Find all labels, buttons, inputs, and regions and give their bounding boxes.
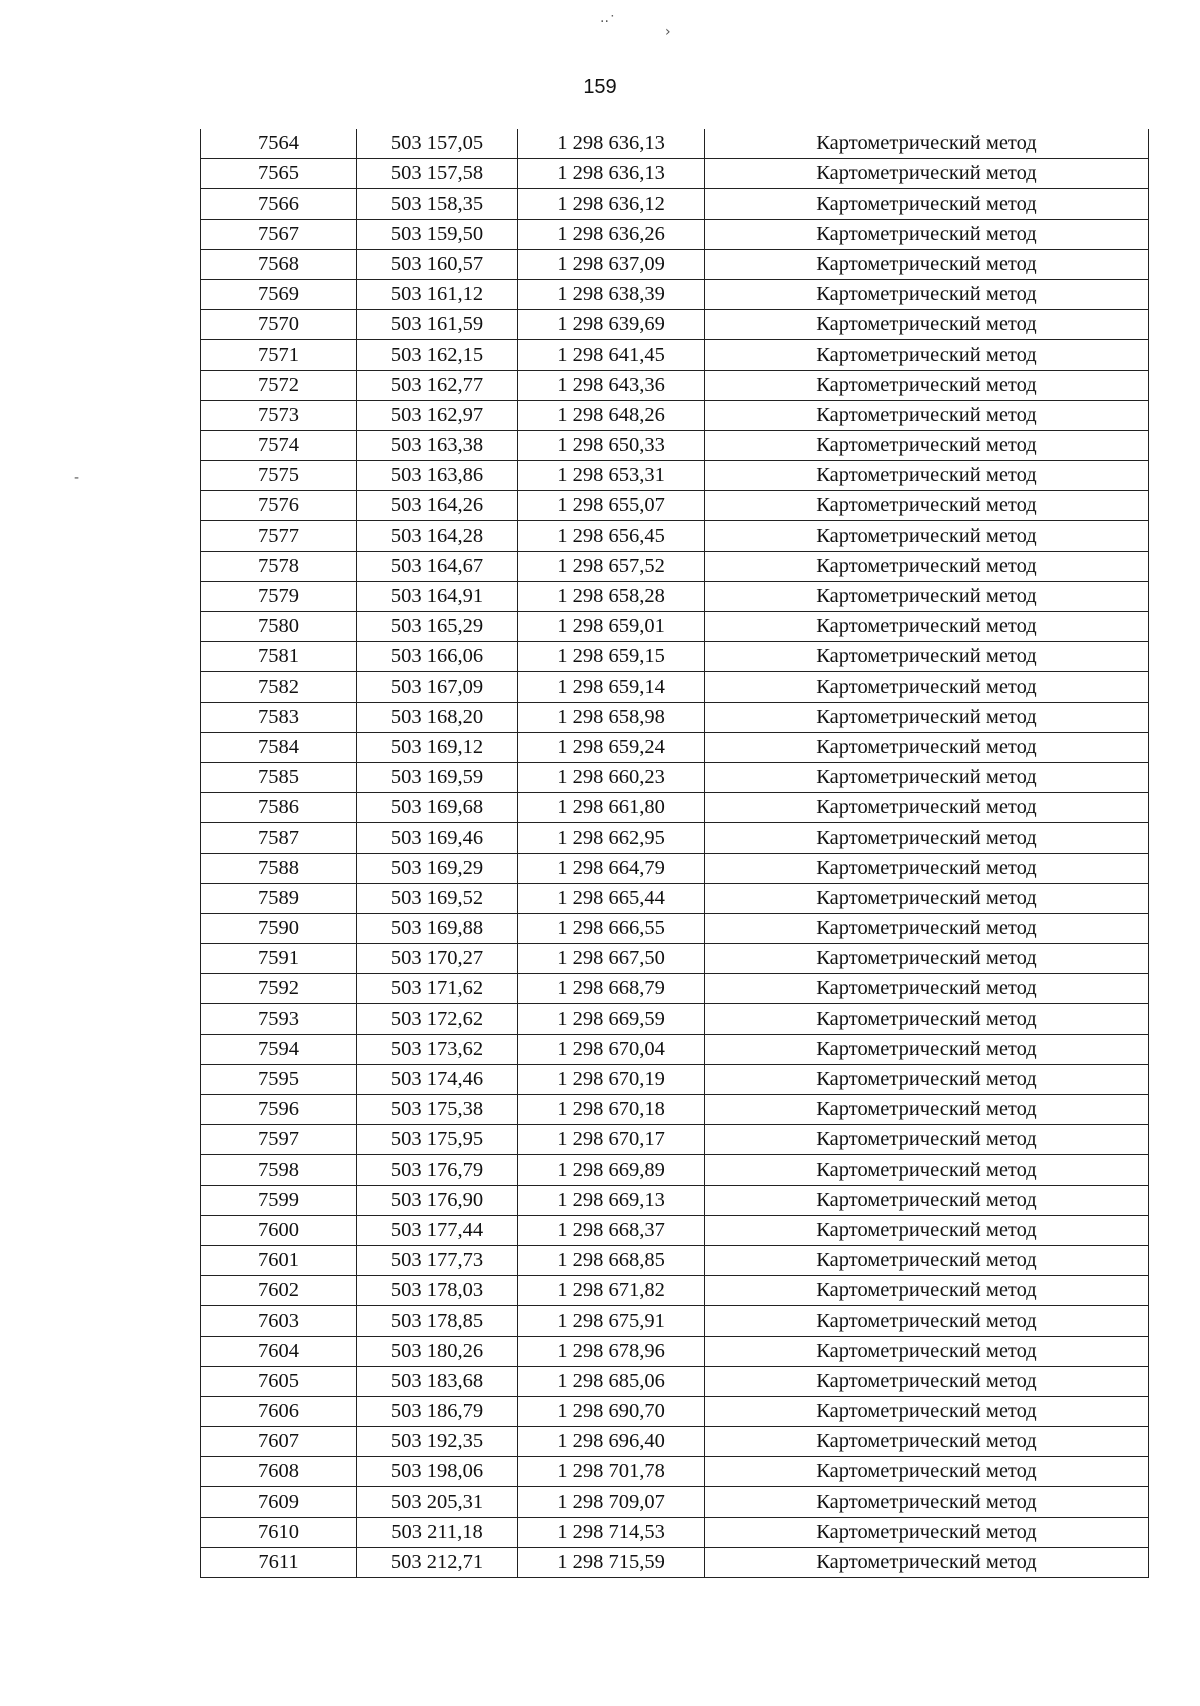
x-coordinate-cell: 503 164,67 bbox=[357, 551, 518, 581]
method-cell: Картометрический метод bbox=[705, 129, 1149, 159]
table-row bbox=[201, 1215, 1149, 1245]
x-coordinate-cell: 503 169,12 bbox=[357, 732, 518, 762]
x-coordinate-cell: 503 157,58 bbox=[357, 159, 518, 189]
method-cell: Картометрический метод bbox=[705, 219, 1149, 249]
point-number-cell: 7588 bbox=[201, 853, 357, 883]
y-coordinate-cell: 1 298 670,04 bbox=[518, 1034, 705, 1064]
point-number-cell: 7599 bbox=[201, 1185, 357, 1215]
page-number: 159 bbox=[583, 76, 617, 98]
y-coordinate-cell: 1 298 670,19 bbox=[518, 1064, 705, 1094]
table-row bbox=[201, 642, 1149, 672]
scan-speck: ⋅⋅˙ bbox=[600, 14, 616, 30]
table-row bbox=[201, 1366, 1149, 1396]
table-row bbox=[201, 1185, 1149, 1215]
point-number-cell: 7570 bbox=[201, 310, 357, 340]
table-row bbox=[201, 159, 1149, 189]
x-coordinate-cell: 503 205,31 bbox=[357, 1487, 518, 1517]
coordinates-table bbox=[200, 129, 1149, 1578]
x-coordinate-cell: 503 173,62 bbox=[357, 1034, 518, 1064]
x-coordinate-cell: 503 163,38 bbox=[357, 430, 518, 460]
y-coordinate-cell: 1 298 659,01 bbox=[518, 612, 705, 642]
point-number-cell: 7584 bbox=[201, 732, 357, 762]
method-cell: Картометрический метод bbox=[705, 1366, 1149, 1396]
method-cell: Картометрический метод bbox=[705, 1336, 1149, 1366]
table-row bbox=[201, 1517, 1149, 1547]
y-coordinate-cell: 1 298 638,39 bbox=[518, 279, 705, 309]
x-coordinate-cell: 503 172,62 bbox=[357, 1004, 518, 1034]
table-row bbox=[201, 189, 1149, 219]
x-coordinate-cell: 503 178,03 bbox=[357, 1276, 518, 1306]
method-cell: Картометрический метод bbox=[705, 642, 1149, 672]
point-number-cell: 7577 bbox=[201, 521, 357, 551]
point-number-cell: 7610 bbox=[201, 1517, 357, 1547]
x-coordinate-cell: 503 169,88 bbox=[357, 913, 518, 943]
method-cell: Картометрический метод bbox=[705, 551, 1149, 581]
x-coordinate-cell: 503 211,18 bbox=[357, 1517, 518, 1547]
point-number-cell: 7591 bbox=[201, 944, 357, 974]
x-coordinate-cell: 503 175,95 bbox=[357, 1125, 518, 1155]
table-row bbox=[201, 913, 1149, 943]
table-row bbox=[201, 1276, 1149, 1306]
method-cell: Картометрический метод bbox=[705, 1215, 1149, 1245]
y-coordinate-cell: 1 298 666,55 bbox=[518, 913, 705, 943]
point-number-cell: 7565 bbox=[201, 159, 357, 189]
x-coordinate-cell: 503 169,68 bbox=[357, 793, 518, 823]
x-coordinate-cell: 503 162,15 bbox=[357, 340, 518, 370]
y-coordinate-cell: 1 298 650,33 bbox=[518, 430, 705, 460]
y-coordinate-cell: 1 298 701,78 bbox=[518, 1457, 705, 1487]
table-row bbox=[201, 823, 1149, 853]
x-coordinate-cell: 503 160,57 bbox=[357, 249, 518, 279]
point-number-cell: 7587 bbox=[201, 823, 357, 853]
point-number-cell: 7564 bbox=[201, 129, 357, 159]
method-cell: Картометрический метод bbox=[705, 279, 1149, 309]
point-number-cell: 7572 bbox=[201, 370, 357, 400]
method-cell: Картометрический метод bbox=[705, 400, 1149, 430]
point-number-cell: 7575 bbox=[201, 461, 357, 491]
y-coordinate-cell: 1 298 696,40 bbox=[518, 1427, 705, 1457]
x-coordinate-cell: 503 157,05 bbox=[357, 129, 518, 159]
table-body bbox=[201, 129, 1149, 1578]
method-cell: Картометрический метод bbox=[705, 1487, 1149, 1517]
y-coordinate-cell: 1 298 639,69 bbox=[518, 310, 705, 340]
x-coordinate-cell: 503 168,20 bbox=[357, 702, 518, 732]
point-number-cell: 7580 bbox=[201, 612, 357, 642]
point-number-cell: 7594 bbox=[201, 1034, 357, 1064]
method-cell: Картометрический метод bbox=[705, 1185, 1149, 1215]
method-cell: Картометрический метод bbox=[705, 430, 1149, 460]
point-number-cell: 7592 bbox=[201, 974, 357, 1004]
table-row bbox=[201, 551, 1149, 581]
y-coordinate-cell: 1 298 656,45 bbox=[518, 521, 705, 551]
table-row bbox=[201, 1427, 1149, 1457]
table-row bbox=[201, 944, 1149, 974]
x-coordinate-cell: 503 171,62 bbox=[357, 974, 518, 1004]
method-cell: Картометрический метод bbox=[705, 732, 1149, 762]
table-row bbox=[201, 1306, 1149, 1336]
y-coordinate-cell: 1 298 671,82 bbox=[518, 1276, 705, 1306]
point-number-cell: 7579 bbox=[201, 581, 357, 611]
table-row bbox=[201, 1155, 1149, 1185]
point-number-cell: 7590 bbox=[201, 913, 357, 943]
point-number-cell: 7609 bbox=[201, 1487, 357, 1517]
table-row bbox=[201, 521, 1149, 551]
method-cell: Картометрический метод bbox=[705, 521, 1149, 551]
x-coordinate-cell: 503 164,26 bbox=[357, 491, 518, 521]
table-row bbox=[201, 974, 1149, 1004]
method-cell: Картометрический метод bbox=[705, 491, 1149, 521]
y-coordinate-cell: 1 298 715,59 bbox=[518, 1547, 705, 1577]
y-coordinate-cell: 1 298 653,31 bbox=[518, 461, 705, 491]
y-coordinate-cell: 1 298 659,24 bbox=[518, 732, 705, 762]
point-number-cell: 7582 bbox=[201, 672, 357, 702]
method-cell: Картометрический метод bbox=[705, 944, 1149, 974]
x-coordinate-cell: 503 183,68 bbox=[357, 1366, 518, 1396]
method-cell: Картометрический метод bbox=[705, 1306, 1149, 1336]
table-row bbox=[201, 883, 1149, 913]
point-number-cell: 7578 bbox=[201, 551, 357, 581]
table-row bbox=[201, 1457, 1149, 1487]
method-cell: Картометрический метод bbox=[705, 1064, 1149, 1094]
x-coordinate-cell: 503 164,28 bbox=[357, 521, 518, 551]
method-cell: Картометрический метод bbox=[705, 1034, 1149, 1064]
y-coordinate-cell: 1 298 668,79 bbox=[518, 974, 705, 1004]
y-coordinate-cell: 1 298 670,18 bbox=[518, 1095, 705, 1125]
y-coordinate-cell: 1 298 690,70 bbox=[518, 1396, 705, 1426]
method-cell: Картометрический метод bbox=[705, 793, 1149, 823]
method-cell: Картометрический метод bbox=[705, 1276, 1149, 1306]
table-row bbox=[201, 1487, 1149, 1517]
point-number-cell: 7600 bbox=[201, 1215, 357, 1245]
x-coordinate-cell: 503 159,50 bbox=[357, 219, 518, 249]
y-coordinate-cell: 1 298 636,13 bbox=[518, 129, 705, 159]
x-coordinate-cell: 503 177,44 bbox=[357, 1215, 518, 1245]
table-row bbox=[201, 279, 1149, 309]
point-number-cell: 7573 bbox=[201, 400, 357, 430]
x-coordinate-cell: 503 164,91 bbox=[357, 581, 518, 611]
y-coordinate-cell: 1 298 643,36 bbox=[518, 370, 705, 400]
table-row bbox=[201, 793, 1149, 823]
point-number-cell: 7606 bbox=[201, 1396, 357, 1426]
y-coordinate-cell: 1 298 709,07 bbox=[518, 1487, 705, 1517]
method-cell: Картометрический метод bbox=[705, 702, 1149, 732]
table-row bbox=[201, 310, 1149, 340]
table-row bbox=[201, 612, 1149, 642]
x-coordinate-cell: 503 166,06 bbox=[357, 642, 518, 672]
point-number-cell: 7605 bbox=[201, 1366, 357, 1396]
table-row bbox=[201, 461, 1149, 491]
point-number-cell: 7604 bbox=[201, 1336, 357, 1366]
y-coordinate-cell: 1 298 657,52 bbox=[518, 551, 705, 581]
x-coordinate-cell: 503 169,29 bbox=[357, 853, 518, 883]
method-cell: Картометрический метод bbox=[705, 1396, 1149, 1426]
method-cell: Картометрический метод bbox=[705, 823, 1149, 853]
x-coordinate-cell: 503 165,29 bbox=[357, 612, 518, 642]
method-cell: Картометрический метод bbox=[705, 1547, 1149, 1577]
method-cell: Картометрический метод bbox=[705, 310, 1149, 340]
point-number-cell: 7576 bbox=[201, 491, 357, 521]
x-coordinate-cell: 503 162,97 bbox=[357, 400, 518, 430]
y-coordinate-cell: 1 298 669,13 bbox=[518, 1185, 705, 1215]
x-coordinate-cell: 503 169,46 bbox=[357, 823, 518, 853]
table-row bbox=[201, 702, 1149, 732]
method-cell: Картометрический метод bbox=[705, 581, 1149, 611]
table-row bbox=[201, 672, 1149, 702]
point-number-cell: 7602 bbox=[201, 1276, 357, 1306]
y-coordinate-cell: 1 298 661,80 bbox=[518, 793, 705, 823]
y-coordinate-cell: 1 298 668,85 bbox=[518, 1245, 705, 1275]
table-row bbox=[201, 430, 1149, 460]
table-row bbox=[201, 219, 1149, 249]
y-coordinate-cell: 1 298 667,50 bbox=[518, 944, 705, 974]
y-coordinate-cell: 1 298 658,98 bbox=[518, 702, 705, 732]
y-coordinate-cell: 1 298 636,13 bbox=[518, 159, 705, 189]
table-row bbox=[201, 129, 1149, 159]
x-coordinate-cell: 503 175,38 bbox=[357, 1095, 518, 1125]
table-row bbox=[201, 1095, 1149, 1125]
method-cell: Картометрический метод bbox=[705, 672, 1149, 702]
y-coordinate-cell: 1 298 636,26 bbox=[518, 219, 705, 249]
y-coordinate-cell: 1 298 648,26 bbox=[518, 400, 705, 430]
method-cell: Картометрический метод bbox=[705, 612, 1149, 642]
y-coordinate-cell: 1 298 669,59 bbox=[518, 1004, 705, 1034]
point-number-cell: 7589 bbox=[201, 883, 357, 913]
x-coordinate-cell: 503 186,79 bbox=[357, 1396, 518, 1426]
y-coordinate-cell: 1 298 669,89 bbox=[518, 1155, 705, 1185]
point-number-cell: 7567 bbox=[201, 219, 357, 249]
point-number-cell: 7601 bbox=[201, 1245, 357, 1275]
x-coordinate-cell: 503 212,71 bbox=[357, 1547, 518, 1577]
table-row bbox=[201, 491, 1149, 521]
method-cell: Картометрический метод bbox=[705, 159, 1149, 189]
table-row bbox=[201, 400, 1149, 430]
table-row bbox=[201, 1336, 1149, 1366]
y-coordinate-cell: 1 298 655,07 bbox=[518, 491, 705, 521]
point-number-cell: 7608 bbox=[201, 1457, 357, 1487]
point-number-cell: 7566 bbox=[201, 189, 357, 219]
y-coordinate-cell: 1 298 659,15 bbox=[518, 642, 705, 672]
point-number-cell: 7596 bbox=[201, 1095, 357, 1125]
point-number-cell: 7607 bbox=[201, 1427, 357, 1457]
table-row bbox=[201, 1547, 1149, 1577]
y-coordinate-cell: 1 298 664,79 bbox=[518, 853, 705, 883]
point-number-cell: 7598 bbox=[201, 1155, 357, 1185]
method-cell: Картометрический метод bbox=[705, 1517, 1149, 1547]
y-coordinate-cell: 1 298 636,12 bbox=[518, 189, 705, 219]
y-coordinate-cell: 1 298 670,17 bbox=[518, 1125, 705, 1155]
point-number-cell: 7611 bbox=[201, 1547, 357, 1577]
y-coordinate-cell: 1 298 668,37 bbox=[518, 1215, 705, 1245]
x-coordinate-cell: 503 167,09 bbox=[357, 672, 518, 702]
method-cell: Картометрический метод bbox=[705, 1427, 1149, 1457]
method-cell: Картометрический метод bbox=[705, 1095, 1149, 1125]
table-row bbox=[201, 1396, 1149, 1426]
scan-speck: › bbox=[665, 24, 671, 40]
y-coordinate-cell: 1 298 665,44 bbox=[518, 883, 705, 913]
method-cell: Картометрический метод bbox=[705, 1004, 1149, 1034]
method-cell: Картометрический метод bbox=[705, 883, 1149, 913]
x-coordinate-cell: 503 162,77 bbox=[357, 370, 518, 400]
point-number-cell: 7571 bbox=[201, 340, 357, 370]
x-coordinate-cell: 503 174,46 bbox=[357, 1064, 518, 1094]
table-row bbox=[201, 1125, 1149, 1155]
point-number-cell: 7574 bbox=[201, 430, 357, 460]
point-number-cell: 7593 bbox=[201, 1004, 357, 1034]
y-coordinate-cell: 1 298 714,53 bbox=[518, 1517, 705, 1547]
y-coordinate-cell: 1 298 641,45 bbox=[518, 340, 705, 370]
x-coordinate-cell: 503 170,27 bbox=[357, 944, 518, 974]
method-cell: Картометрический метод bbox=[705, 1125, 1149, 1155]
point-number-cell: 7595 bbox=[201, 1064, 357, 1094]
point-number-cell: 7585 bbox=[201, 762, 357, 792]
y-coordinate-cell: 1 298 678,96 bbox=[518, 1336, 705, 1366]
y-coordinate-cell: 1 298 675,91 bbox=[518, 1306, 705, 1336]
table-row bbox=[201, 340, 1149, 370]
method-cell: Картометрический метод bbox=[705, 762, 1149, 792]
x-coordinate-cell: 503 169,59 bbox=[357, 762, 518, 792]
method-cell: Картометрический метод bbox=[705, 853, 1149, 883]
table-row bbox=[201, 1064, 1149, 1094]
table-row bbox=[201, 732, 1149, 762]
x-coordinate-cell: 503 178,85 bbox=[357, 1306, 518, 1336]
x-coordinate-cell: 503 176,90 bbox=[357, 1185, 518, 1215]
point-number-cell: 7583 bbox=[201, 702, 357, 732]
y-coordinate-cell: 1 298 659,14 bbox=[518, 672, 705, 702]
x-coordinate-cell: 503 163,86 bbox=[357, 461, 518, 491]
x-coordinate-cell: 503 198,06 bbox=[357, 1457, 518, 1487]
method-cell: Картометрический метод bbox=[705, 1245, 1149, 1275]
y-coordinate-cell: 1 298 658,28 bbox=[518, 581, 705, 611]
x-coordinate-cell: 503 158,35 bbox=[357, 189, 518, 219]
x-coordinate-cell: 503 176,79 bbox=[357, 1155, 518, 1185]
x-coordinate-cell: 503 161,12 bbox=[357, 279, 518, 309]
point-number-cell: 7581 bbox=[201, 642, 357, 672]
method-cell: Картометрический метод bbox=[705, 461, 1149, 491]
method-cell: Картометрический метод bbox=[705, 974, 1149, 1004]
table-row bbox=[201, 249, 1149, 279]
table-row bbox=[201, 370, 1149, 400]
y-coordinate-cell: 1 298 662,95 bbox=[518, 823, 705, 853]
x-coordinate-cell: 503 180,26 bbox=[357, 1336, 518, 1366]
table-row bbox=[201, 1004, 1149, 1034]
table-row bbox=[201, 1245, 1149, 1275]
table-row bbox=[201, 1034, 1149, 1064]
method-cell: Картометрический метод bbox=[705, 340, 1149, 370]
scan-speck: - bbox=[74, 470, 80, 486]
x-coordinate-cell: 503 161,59 bbox=[357, 310, 518, 340]
method-cell: Картометрический метод bbox=[705, 249, 1149, 279]
point-number-cell: 7568 bbox=[201, 249, 357, 279]
method-cell: Картометрический метод bbox=[705, 1457, 1149, 1487]
method-cell: Картометрический метод bbox=[705, 189, 1149, 219]
table-row bbox=[201, 581, 1149, 611]
method-cell: Картометрический метод bbox=[705, 370, 1149, 400]
x-coordinate-cell: 503 192,35 bbox=[357, 1427, 518, 1457]
y-coordinate-cell: 1 298 685,06 bbox=[518, 1366, 705, 1396]
method-cell: Картометрический метод bbox=[705, 1155, 1149, 1185]
x-coordinate-cell: 503 169,52 bbox=[357, 883, 518, 913]
point-number-cell: 7597 bbox=[201, 1125, 357, 1155]
table-row bbox=[201, 762, 1149, 792]
point-number-cell: 7603 bbox=[201, 1306, 357, 1336]
y-coordinate-cell: 1 298 660,23 bbox=[518, 762, 705, 792]
point-number-cell: 7586 bbox=[201, 793, 357, 823]
method-cell: Картометрический метод bbox=[705, 913, 1149, 943]
point-number-cell: 7569 bbox=[201, 279, 357, 309]
x-coordinate-cell: 503 177,73 bbox=[357, 1245, 518, 1275]
y-coordinate-cell: 1 298 637,09 bbox=[518, 249, 705, 279]
table-row bbox=[201, 853, 1149, 883]
